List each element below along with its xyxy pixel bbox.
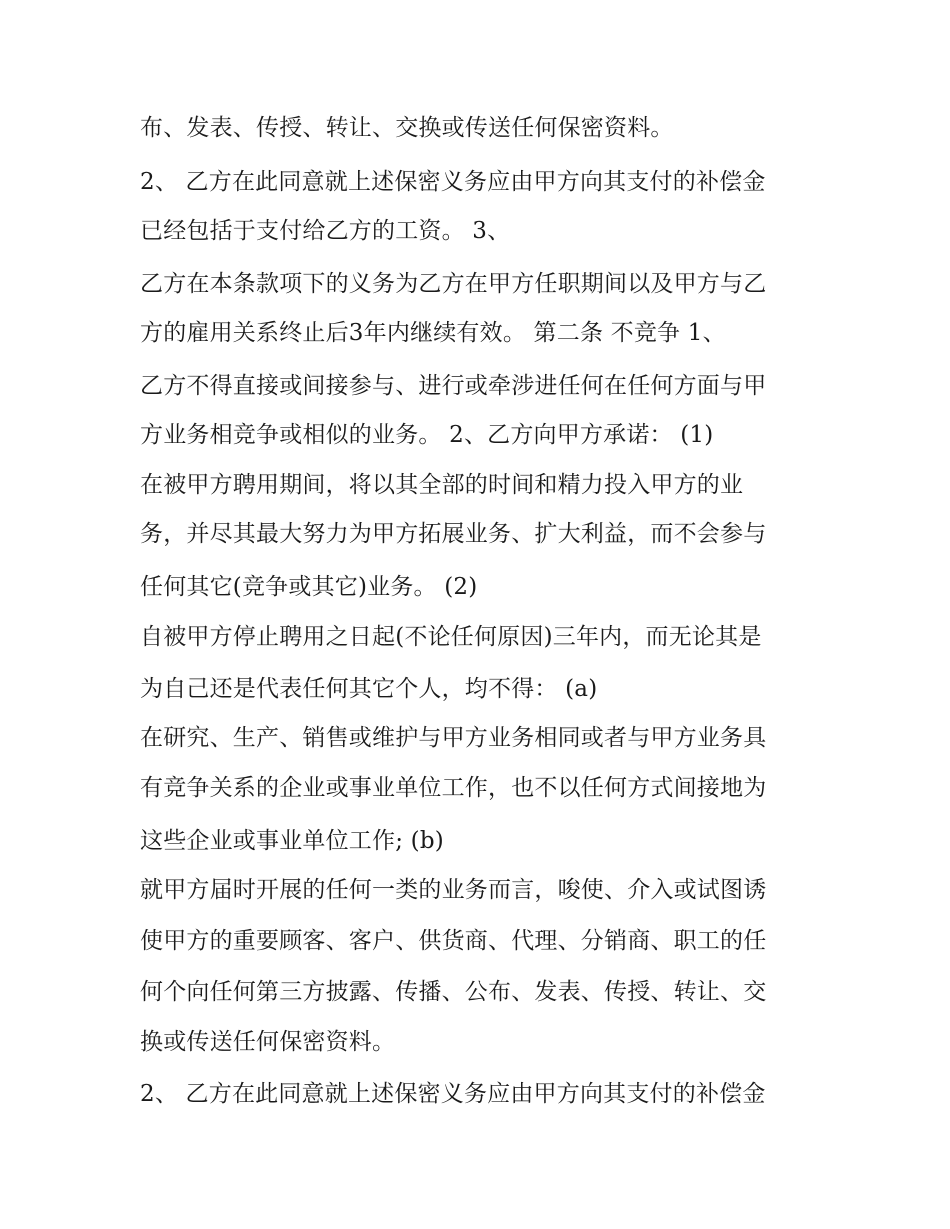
text-line: 方的雇用关系终止后3年内继续有效。 第二条 不竞争 1、 bbox=[140, 320, 726, 346]
text-line: 使甲方的重要顾客、客户、供货商、代理、分销商、职工的任 bbox=[140, 928, 767, 954]
text-line: 自被甲方停止聘用之日起(不论任何原因)三年内，而无论其是 bbox=[140, 624, 762, 650]
text-line: 2、 乙方在此同意就上述保密义务应由甲方向其支付的补偿金 bbox=[140, 169, 766, 195]
text-line: 2、 乙方在此同意就上述保密义务应由甲方向其支付的补偿金 bbox=[140, 1081, 766, 1107]
text-line: 任何其它(竞争或其它)业务。 (2) bbox=[140, 574, 478, 600]
text-line: 乙方在本条款项下的义务为乙方在甲方任职期间以及甲方与乙 bbox=[140, 271, 767, 297]
text-line: 换或传送任何保密资料。 bbox=[140, 1029, 396, 1055]
text-line: 务，并尽其最大努力为甲方拓展业务、扩大利益，而不会参与 bbox=[140, 521, 767, 547]
text-line: 为自己还是代表任何其它个人，均不得： (a) bbox=[140, 676, 598, 702]
text-line: 这些企业或事业单位工作; (b) bbox=[140, 828, 444, 854]
text-line: 有竞争关系的企业或事业单位工作，也不以任何方式间接地为 bbox=[140, 775, 767, 801]
text-line: 方业务相竞争或相似的业务。 2、乙方向甲方承诺： (1) bbox=[140, 422, 714, 448]
text-line: 何个向任何第三方披露、传播、公布、发表、传授、转让、交 bbox=[140, 979, 767, 1005]
text-line: 布、发表、传授、转让、交换或传送任何保密资料。 bbox=[140, 115, 674, 141]
text-line: 就甲方届时开展的任何一类的业务而言，唆使、介入或试图诱 bbox=[140, 877, 767, 903]
text-line: 乙方不得直接或间接参与、进行或牵涉进任何在任何方面与甲 bbox=[140, 373, 767, 399]
text-line: 在研究、生产、销售或维护与甲方业务相同或者与甲方业务具 bbox=[140, 725, 767, 751]
text-line: 在被甲方聘用期间，将以其全部的时间和精力投入甲方的业 bbox=[140, 472, 744, 498]
text-line: 已经包括于支付给乙方的工资。 3、 bbox=[140, 218, 511, 244]
